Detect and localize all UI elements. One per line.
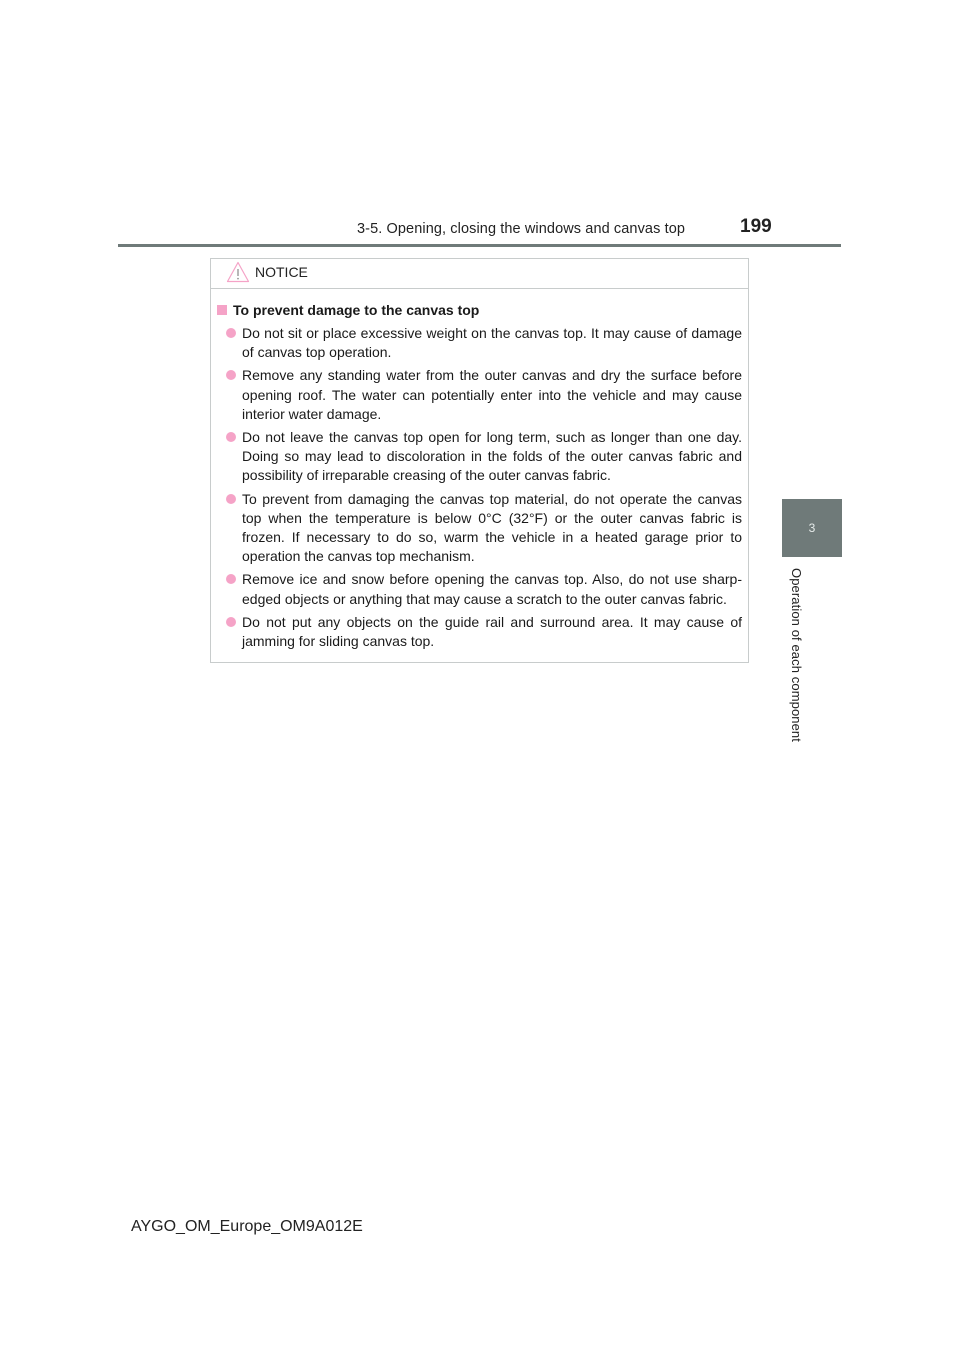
list-item-text: To prevent from damaging the canvas top material, do not operate the canvas top when the temperature is below 0°C (32°F) or the outer canvas fabric is frozen. If necessary to do so, warm the vehicle in a heated garage prior to operation the canvas top mechanism. xyxy=(242,490,742,565)
bullet-dot-icon xyxy=(226,617,236,627)
chapter-title: Operation of each component xyxy=(789,568,804,742)
warning-triangle-icon xyxy=(226,261,250,283)
list-item xyxy=(217,428,742,486)
notice-box xyxy=(210,258,749,663)
list-item-text: Remove any standing water from the outer canvas and dry the surface before opening roof. The water can potentially enter into the vehicle and may cause interior water damage. xyxy=(242,367,742,422)
notice-body xyxy=(211,289,748,651)
bullet-dot-icon xyxy=(226,328,236,338)
list-item xyxy=(217,324,742,362)
notice-list xyxy=(217,324,742,651)
bullet-dot-icon xyxy=(226,370,236,380)
list-item xyxy=(217,366,742,424)
list-item xyxy=(217,613,742,651)
bullet-dot-icon xyxy=(226,432,236,442)
list-item xyxy=(217,570,742,608)
notice-subheading xyxy=(217,302,742,318)
header-rule xyxy=(118,244,841,247)
list-item-text: Remove ice and snow before opening the canvas top. Also, do not use sharp-edged objects or anything that may cause a scratch to the outer canvas fabric. xyxy=(242,571,742,607)
page-number: 199 xyxy=(740,216,772,237)
section-title: 3-5. Opening, closing the windows and canvas top xyxy=(357,221,686,237)
list-item xyxy=(217,490,742,567)
bullet-dot-icon xyxy=(226,574,236,584)
list-item-text: Do not put any objects on the guide rail and surround area. It may cause of jamming for sliding canvas top. xyxy=(242,613,742,650)
list-item-text: Do not leave the canvas top open for long term, such as longer than one day. Doing so may lead to discoloration in the folds of the outer canvas fabric and possibility of irreparable creasing of the outer canvas fabric. xyxy=(242,429,742,484)
notice-header xyxy=(211,259,748,289)
bullet-dot-icon xyxy=(226,494,236,504)
notice-title: NOTICE xyxy=(255,264,308,280)
chapter-tab[interactable] xyxy=(782,499,842,557)
notice-heading-text: To prevent damage to the canvas top xyxy=(233,302,480,318)
list-item-text: Do not sit or place excessive weight on the canvas top. It may cause of damage of canvas top operation. xyxy=(242,325,742,361)
document-id: AYGO_OM_Europe_OM9A012E xyxy=(131,1218,363,1235)
square-bullet-icon xyxy=(217,305,227,315)
chapter-number: 3 xyxy=(808,521,816,535)
